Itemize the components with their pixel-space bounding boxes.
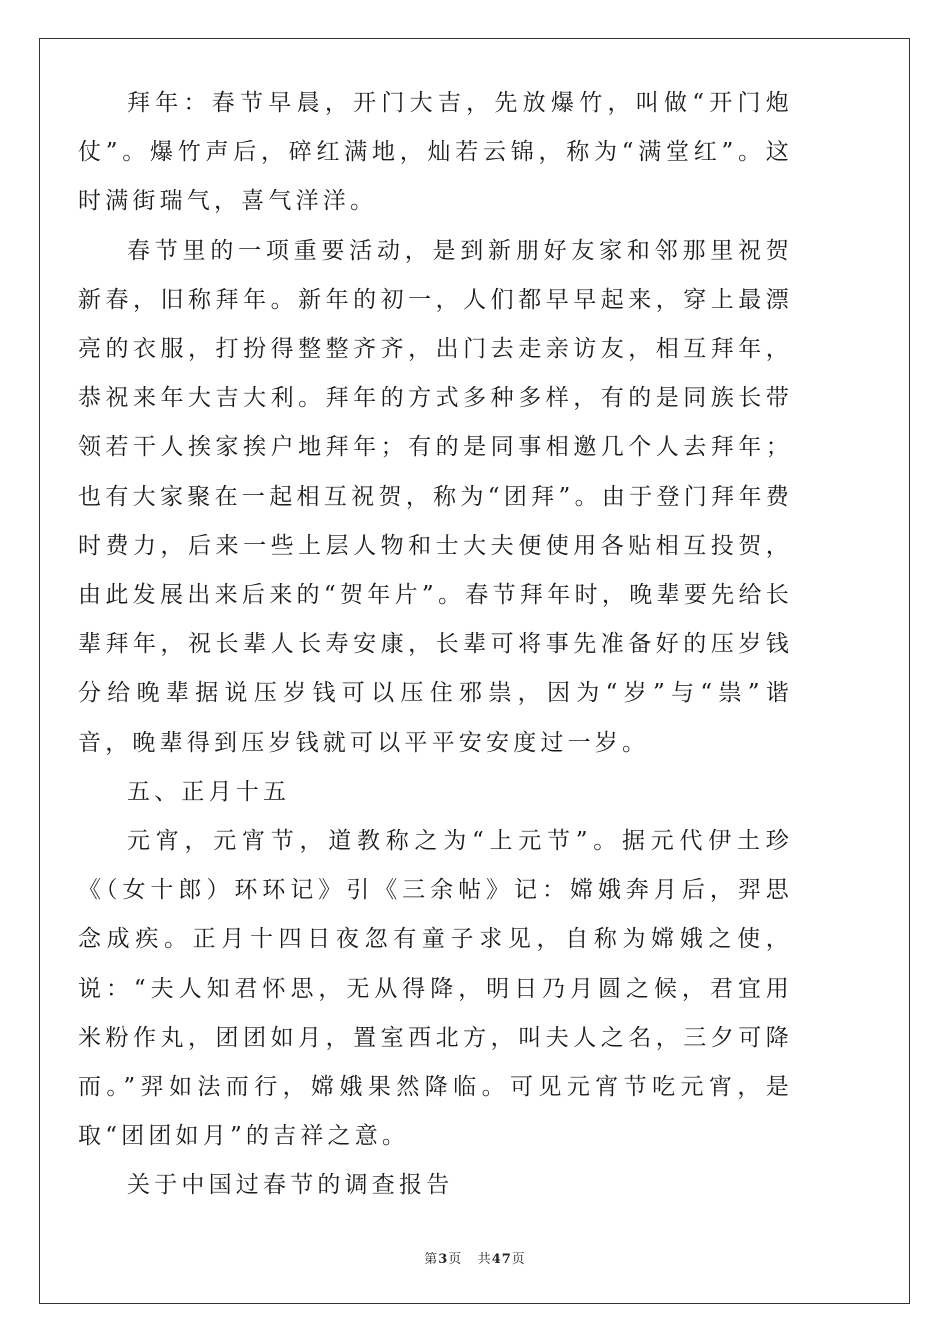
total-suffix: 页 bbox=[511, 1252, 526, 1267]
page-footer bbox=[0, 1248, 950, 1267]
total-prefix: 共 bbox=[477, 1252, 492, 1267]
total-pages: 47 bbox=[491, 1252, 512, 1267]
page-suffix: 页 bbox=[448, 1252, 463, 1267]
section-heading-zhengyue: 五、正月十五 bbox=[127, 778, 291, 805]
paragraph-yuanxiao: 元宵，元宵节，道教称之为“上元节”。据元代伊土珍《（女十郎）环环记》引《三余帖》记：嫦娥奔月后，羿思念成疾。正月十四日夜忽有童子求见，自称为嫦娥之使，说：“夫人知君怀思，无从得降，明日乃月圆之候，君宜用米粉作丸，团团如月，置室西北方，叫夫人之名，三夕可降而。”羿如法而行，嫦娥果然降临。可见元宵节吃元宵，是取“团团如月”的吉祥之意。 bbox=[78, 828, 793, 1150]
paragraph-bainian-custom: 春节里的一项重要活动，是到新朋好友家和邻那里祝贺新春，旧称拜年。新年的初一，人们都早早起来，穿上最漂亮的衣服，打扮得整整齐齐，出门去走亲访友，相互拜年，恭祝来年大吉大利。拜年的方式多种多样，有的是同族长带领若干人挨家挨户地拜年；有的是同事相邀几个人去拜年；也有大家聚在一起相互祝贺，称为“团拜”。由于登门拜年费时费力，后来一些上层人物和士大夫便使用各贴相互投贺，由此发展出来后来的“贺年片”。春节拜年时，晚辈要先给长辈拜年，祝长辈人长寿安康，长辈可将事先准备好的压岁钱分给晚辈据说压岁钱可以压住邪祟，因为“岁”与“祟”谐音，晚辈得到压岁钱就可以平平安安度过一岁。 bbox=[78, 237, 793, 756]
page-prefix: 第 bbox=[424, 1252, 439, 1267]
paragraph-bainian: 拜年：春节早晨，开门大吉，先放爆竹，叫做“开门炮仗”。爆竹声后，碎红满地，灿若云锦，称为“满堂红”。这时满街瑞气，喜气洋洋。 bbox=[78, 90, 793, 215]
document-body bbox=[78, 79, 793, 1211]
report-title: 关于中国过春节的调查报告 bbox=[127, 1172, 454, 1199]
page-number: 3 bbox=[438, 1252, 449, 1267]
